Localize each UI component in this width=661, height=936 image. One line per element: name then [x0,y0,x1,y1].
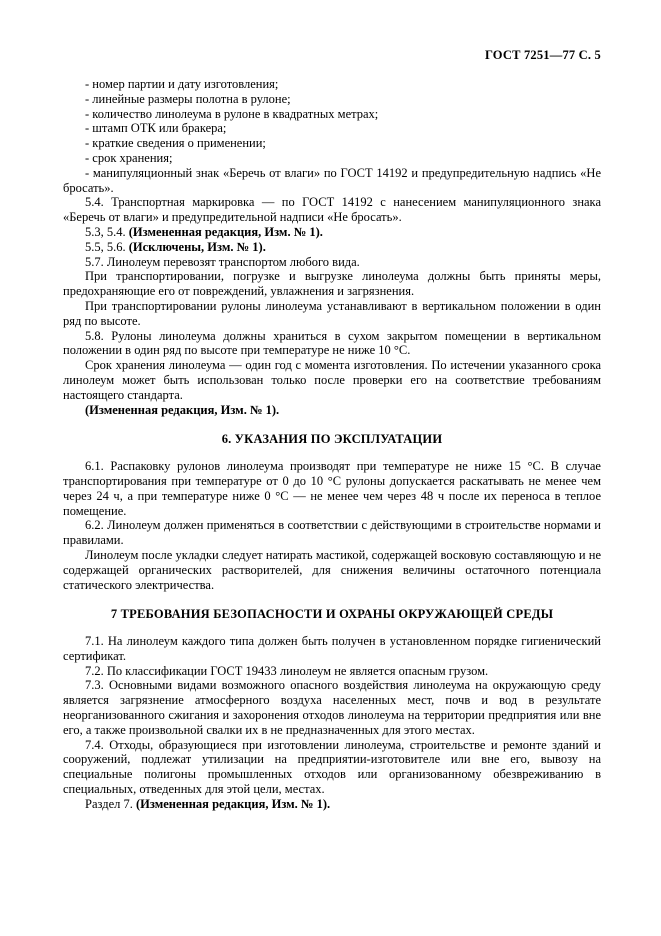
text-run: 7.3. Основными видами возможного опасного воздействия линолеума на окружающую среду является загрязнение атмосферного воздуха населенных мест, почв и вод в результате неорганизованного сжигания и захоронения отходов линолеума на территории предприятия или вне его, а также произвольной свалки их в не предназначенных для этого местах. [63,678,601,737]
text-run: 7 ТРЕБОВАНИЯ БЕЗОПАСНОСТИ И ОХРАНЫ ОКРУЖАЮЩЕЙ СРЕДЫ [110,607,554,622]
paragraph [63,518,601,548]
text-run: - срок хранения; [85,150,173,165]
paragraph [63,797,601,812]
paragraph [63,358,601,402]
page-header: ГОСТ 7251—77 С. 5 [484,48,601,62]
text-run: - линейные размеры полотна в рулоне; [85,91,291,106]
text-run: 5.4. Транспортная маркировка — по ГОСТ 14192 с нанесением манипуляционного знака «Беречь от влаги» и предупредительной надписи «Не бросать». [63,195,601,225]
paragraph [63,92,601,107]
text-run: При транспортировании, погрузке и выгрузке линолеума должны быть приняты меры, предохраняющие его от повреждений, увлажнения и загрязнения. [63,269,601,299]
paragraph [63,255,601,270]
paragraph [63,121,601,136]
text-run: 7.1. На линолеум каждого типа должен быть получен в установленном порядке гигиенический сертификат. [63,634,601,663]
text-run: 5.5, 5.6. [85,239,129,254]
document-body [63,77,601,812]
paragraph [63,195,601,225]
text-run: 6.2. Линолеум должен применяться в соответствии с действующими в строительстве нормами и правилами. [63,518,601,548]
text-run: - количество линолеума в рулоне в квадратных метрах; [85,106,379,121]
paragraph [63,77,601,92]
section-heading [63,432,601,447]
text-run: 5.8. Рулоны линолеума должны храниться в сухом закрытом помещении в вертикальном положении в один ряд по высоте при температуре не ниже 10 °С. [63,328,601,358]
paragraph [63,299,601,329]
text-run: Срок хранения линолеума — один год с момента изготовления. По истечении указанного срока линолеум может быть использован только после проверки его на соответствие требованиям настоящего стандарта. [63,358,601,402]
paragraph [63,664,601,679]
text-run: - штамп ОТК или бракера; [85,121,227,136]
paragraph [63,634,601,664]
text-run: 6.1. Распаковку рулонов линолеума производят при температуре не ниже 15 °С. В случае транспортирования при температуре от 0 до 10 °С рулоны допускается раскатывать не менее чем через 24 ч, а при температуре ниже 0 °С — не менее чем через 48 ч после их переноса в теплое помещение. [63,459,601,518]
paragraph [63,166,601,196]
paragraph [63,240,601,255]
text-run: - номер партии и дату изготовления; [85,77,279,91]
paragraph [63,151,601,166]
paragraph [63,269,601,299]
paragraph [63,738,601,797]
text-run: (Измененная редакция, Изм. № 1). [128,224,323,239]
text-run: При транспортировании рулоны линолеума устанавливают в вертикальном положении в один ряд по высоте. [63,298,601,328]
text-run: - манипуляционный знак «Беречь от влаги» по ГОСТ 14192 и предупредительную надпись «Не бросать». [63,165,601,195]
text-run: 6. УКАЗАНИЯ ПО ЭКСПЛУАТАЦИИ [221,432,443,447]
text-run: 7.4. Отходы, образующиеся при изготовлении линолеума, строительстве и ремонте зданий и сооружений, подлежат утилизации на предприятии-изготовителе или вне его, вывозу на специальные полигоны промышленных отходов или организованному обезвреживанию в специальных, отведенных для этой цели, местах. [63,737,601,797]
text-run: 7.2. По классификации ГОСТ 19433 линолеум не является опасным грузом. [85,663,489,678]
paragraph [63,678,601,737]
paragraph [63,107,601,122]
paragraph [63,329,601,359]
paragraph [63,225,601,240]
text-run: Раздел 7. [85,796,136,811]
text-run: 5.3, 5.4. [85,224,129,239]
text-run: (Измененная редакция, Изм. № 1). [85,402,280,417]
paragraph [63,403,601,418]
text-run: (Измененная редакция, Изм. № 1). [135,796,331,811]
text-run: Линолеум после укладки следует натирать мастикой, содержащей восковую составляющую и не содержащей органических растворителей, для снижения величины остаточного потенциала статического электричества. [63,547,601,592]
text-run: 5.7. Линолеум перевозят транспортом любого вида. [85,254,360,269]
paragraph [63,136,601,151]
paragraph [63,548,601,592]
paragraph [63,459,601,518]
text-run: (Исключены, Изм. № 1). [128,239,266,254]
text-run: - краткие сведения о применении; [85,136,266,151]
section-heading [63,607,601,622]
